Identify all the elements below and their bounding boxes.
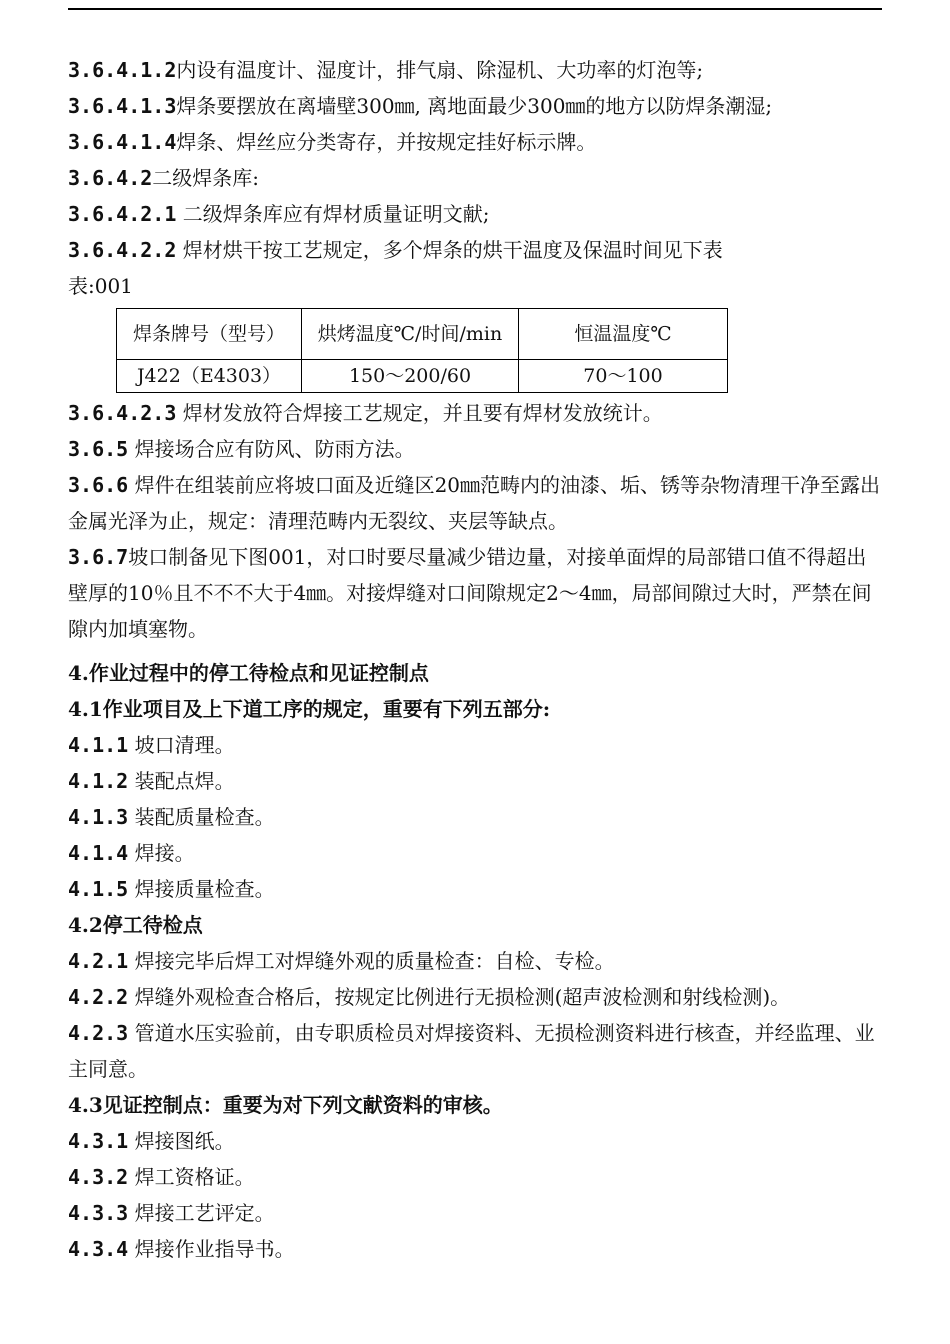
clause-number: 4.3.3 <box>68 1201 129 1225</box>
clause-number: 4.3.4 <box>68 1237 129 1261</box>
clause-text: 焊接场合应有防风、防雨方法。 <box>128 437 415 461</box>
clause-number: 4.1.3 <box>68 805 129 829</box>
clause-text: 焊接作业指导书。 <box>128 1237 295 1261</box>
clause-4-2-2 <box>68 979 882 1015</box>
clause-text: 管道水压实验前，由专职质检员对焊接资料、无损检测资料进行核查，并经监理、业主同意。 <box>68 1021 875 1081</box>
clause-3-6-4-1-2 <box>68 52 882 88</box>
table-cell: J422（E4303） <box>117 360 302 393</box>
clause-number: 3.6.4.2 <box>68 166 153 190</box>
clause-4-1-4 <box>68 835 882 871</box>
clause-number: 3.6.4.2.3 <box>68 401 177 425</box>
clause-text: 焊缝外观检查合格后，按规定比例进行无损检测(超声波检测和射线检测)。 <box>128 985 791 1009</box>
section-gap <box>68 647 882 655</box>
clause-number: 3.6.4.2.1 <box>68 202 177 226</box>
clause-number: 3.6.4.2.2 <box>68 238 177 262</box>
clause-text: 焊接完毕后焊工对焊缝外观的质量检查：自检、专检。 <box>128 949 615 973</box>
clause-3-6-4-2 <box>68 160 882 196</box>
section-4-2-heading: 4.2停工待检点 <box>68 913 203 937</box>
clause-text: 焊条、焊丝应分类寄存，并按规定挂好标示牌。 <box>176 130 597 154</box>
clause-text: 坡口制备见下图001，对口时要尽量减少错边量，对接单面焊的局部错口值不得超出壁厚的10％且不不不大于4㎜。对接焊缝对口间隙规定2～4㎜，局部间隙过大时，严禁在间隙内加填塞物。 <box>68 545 872 641</box>
clause-number: 4.1.5 <box>68 877 129 901</box>
table-header-cell: 焊条牌号（型号） <box>117 309 302 360</box>
clause-number: 4.3.2 <box>68 1165 129 1189</box>
table-cell: 150～200/60 <box>302 360 519 393</box>
clause-text: 装配点焊。 <box>128 769 235 793</box>
clause-3-6-4-1-4 <box>68 124 882 160</box>
top-rule <box>68 8 882 10</box>
clause-text: 焊接工艺评定。 <box>128 1201 275 1225</box>
table-header-cell: 烘烤温度℃/时间/min <box>302 309 519 360</box>
clause-text: 焊条要摆放在离墙壁300㎜, 离地面最少300㎜的地方以防焊条潮湿; <box>176 94 773 118</box>
clause-number: 3.6.7 <box>68 545 129 569</box>
clause-4-2-1 <box>68 943 882 979</box>
clause-4-3-2 <box>68 1159 882 1195</box>
clause-number: 3.6.4.1.2 <box>68 58 177 82</box>
clause-number: 4.1.1 <box>68 733 129 757</box>
clause-text: 二级焊条库应有焊材质量证明文献; <box>176 202 490 226</box>
clause-3-6-5 <box>68 431 882 467</box>
clause-number: 3.6.4.1.4 <box>68 130 177 154</box>
clause-4-2-3 <box>68 1015 882 1087</box>
clause-number: 3.6.4.1.3 <box>68 94 177 118</box>
section-4-1-heading: 4.1作业项目及上下道工序的规定，重要有下列五部分: <box>68 697 551 721</box>
table-row <box>117 360 728 393</box>
clause-text: 焊材发放符合焊接工艺规定，并且要有焊材发放统计。 <box>176 401 663 425</box>
clause-number: 4.3.1 <box>68 1129 129 1153</box>
clause-text: 内设有温度计、湿度计，排气扇、除湿机、大功率的灯泡等; <box>176 58 704 82</box>
section-4-3-heading: 4.3见证控制点：重要为对下列文献资料的审核。 <box>68 1093 503 1117</box>
clause-4-3-3 <box>68 1195 882 1231</box>
clause-number: 4.2.1 <box>68 949 129 973</box>
clause-text: 焊工资格证。 <box>128 1165 255 1189</box>
clause-text: 二级焊条库: <box>152 166 260 190</box>
clause-number: 4.2.3 <box>68 1021 129 1045</box>
clause-3-6-6 <box>68 467 882 539</box>
clause-4-3-4 <box>68 1231 882 1267</box>
baking-temperature-table <box>116 308 728 393</box>
clause-number: 3.6.6 <box>68 473 129 497</box>
clause-4-1-5 <box>68 871 882 907</box>
clause-text: 焊接质量检查。 <box>128 877 275 901</box>
clause-text: 焊材烘干按工艺规定，多个焊条的烘干温度及保温时间见下表 <box>176 238 723 262</box>
clause-3-6-4-1-3 <box>68 88 882 124</box>
clause-3-6-4-2-1 <box>68 196 882 232</box>
table-header-row <box>117 309 728 360</box>
clause-4-1-2 <box>68 763 882 799</box>
table-header-cell: 恒温温度℃ <box>519 309 728 360</box>
clause-text: 装配质量检查。 <box>128 805 275 829</box>
table-cell: 70～100 <box>519 360 728 393</box>
clause-4-1-1 <box>68 727 882 763</box>
clause-text: 焊接图纸。 <box>128 1129 235 1153</box>
clause-number: 3.6.5 <box>68 437 129 461</box>
section-4-title: 4.作业过程中的停工待检点和见证控制点 <box>68 661 429 685</box>
clause-number: 4.1.4 <box>68 841 129 865</box>
clause-number: 4.1.2 <box>68 769 129 793</box>
clause-4-3-1 <box>68 1123 882 1159</box>
clause-4-1-3 <box>68 799 882 835</box>
clause-3-6-4-2-2 <box>68 232 882 268</box>
table-caption: 表:001 <box>68 274 133 298</box>
document-body <box>68 52 882 1267</box>
clause-text: 焊件在组装前应将坡口面及近缝区20㎜范畴内的油漆、垢、锈等杂物清理干净至露出金属光泽为止，规定：清理范畴内无裂纹、夹层等缺点。 <box>68 473 881 533</box>
clause-text: 坡口清理。 <box>128 733 235 757</box>
clause-3-6-4-2-3 <box>68 395 882 431</box>
clause-3-6-7 <box>68 539 882 647</box>
clause-text: 焊接。 <box>128 841 195 865</box>
clause-number: 4.2.2 <box>68 985 129 1009</box>
